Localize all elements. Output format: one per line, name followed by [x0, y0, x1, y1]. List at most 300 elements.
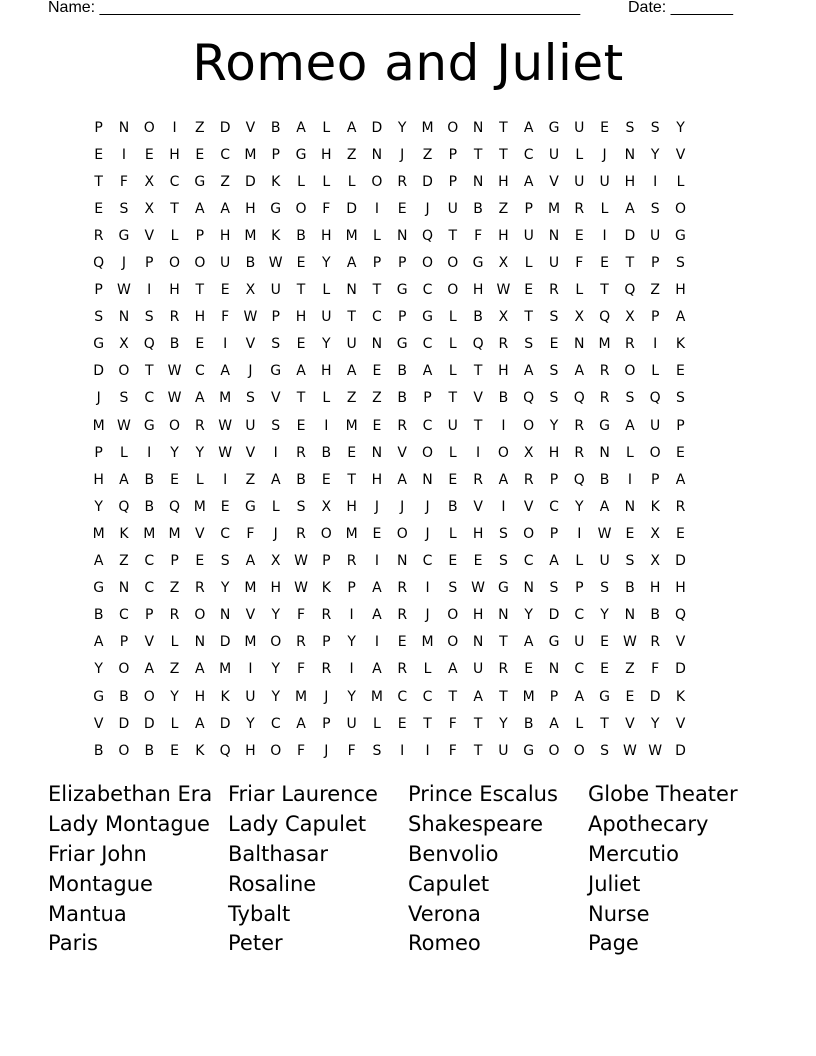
grid-letter[interactable]: L: [322, 119, 331, 136]
grid-letter[interactable]: G: [93, 580, 105, 597]
grid-letter[interactable]: O: [396, 525, 408, 542]
grid-letter[interactable]: S: [650, 200, 660, 217]
grid-letter[interactable]: N: [548, 661, 560, 678]
grid-letter[interactable]: C: [422, 336, 433, 353]
grid-letter[interactable]: I: [501, 498, 506, 515]
grid-letter[interactable]: E: [397, 634, 407, 651]
grid-letter[interactable]: G: [523, 742, 535, 759]
grid-letter[interactable]: C: [270, 715, 281, 732]
grid-letter[interactable]: M: [547, 200, 561, 217]
grid-letter[interactable]: V: [549, 173, 559, 190]
grid-letter[interactable]: H: [245, 200, 256, 217]
grid-letter[interactable]: F: [246, 525, 255, 542]
grid-letter[interactable]: I: [425, 580, 430, 597]
grid-letter[interactable]: P: [448, 146, 458, 163]
grid-letter[interactable]: H: [93, 471, 104, 488]
grid-letter[interactable]: L: [448, 444, 457, 461]
grid-letter[interactable]: T: [170, 200, 179, 217]
grid-letter[interactable]: B: [93, 742, 104, 759]
grid-letter[interactable]: E: [397, 715, 407, 732]
grid-letter[interactable]: S: [119, 390, 129, 407]
grid-letter[interactable]: E: [347, 444, 357, 461]
grid-letter[interactable]: R: [397, 580, 408, 597]
grid-letter[interactable]: S: [119, 200, 129, 217]
grid-letter[interactable]: I: [577, 525, 582, 542]
grid-letter[interactable]: F: [448, 715, 457, 732]
grid-letter[interactable]: H: [371, 471, 383, 488]
grid-letter[interactable]: H: [194, 309, 206, 326]
grid-letter[interactable]: R: [296, 634, 306, 651]
grid-letter[interactable]: N: [472, 119, 484, 136]
grid-letter[interactable]: W: [167, 363, 182, 380]
grid-letter[interactable]: E: [220, 498, 230, 515]
grid-letter[interactable]: H: [270, 580, 281, 597]
grid-letter[interactable]: E: [448, 471, 458, 488]
grid-letter[interactable]: M: [244, 634, 257, 651]
grid-letter[interactable]: T: [499, 146, 508, 163]
grid-letter[interactable]: E: [600, 255, 610, 272]
grid-letter[interactable]: X: [625, 309, 635, 326]
grid-letter[interactable]: M: [421, 119, 434, 136]
grid-letter[interactable]: J: [324, 742, 329, 759]
grid-letter[interactable]: N: [472, 634, 484, 651]
grid-letter[interactable]: C: [422, 282, 433, 299]
grid-letter[interactable]: D: [346, 200, 357, 217]
grid-letter[interactable]: P: [322, 553, 331, 570]
grid-letter[interactable]: Z: [245, 471, 256, 488]
grid-letter[interactable]: A: [549, 553, 559, 570]
grid-letter[interactable]: G: [93, 688, 105, 705]
grid-letter[interactable]: R: [675, 498, 686, 515]
grid-letter[interactable]: E: [676, 525, 685, 542]
grid-letter[interactable]: A: [346, 255, 357, 272]
grid-letter[interactable]: Y: [676, 119, 685, 136]
grid-letter[interactable]: C: [549, 498, 559, 515]
grid-letter[interactable]: X: [498, 255, 509, 272]
grid-letter[interactable]: N: [624, 607, 636, 624]
grid-letter[interactable]: I: [349, 607, 354, 624]
grid-letter[interactable]: L: [448, 309, 457, 326]
grid-letter[interactable]: X: [498, 309, 509, 326]
grid-letter[interactable]: E: [220, 282, 230, 299]
grid-letter[interactable]: I: [400, 742, 405, 759]
grid-letter[interactable]: A: [523, 363, 534, 380]
grid-letter[interactable]: G: [396, 336, 408, 353]
grid-letter[interactable]: N: [118, 309, 130, 326]
grid-letter[interactable]: R: [346, 553, 357, 570]
grid-letter[interactable]: I: [172, 119, 177, 136]
grid-letter[interactable]: R: [574, 444, 585, 461]
grid-letter[interactable]: Y: [271, 688, 280, 705]
grid-letter[interactable]: T: [473, 742, 483, 759]
grid-letter[interactable]: A: [346, 119, 357, 136]
grid-letter[interactable]: S: [271, 417, 281, 434]
grid-letter[interactable]: L: [651, 363, 660, 380]
grid-letter[interactable]: V: [473, 390, 483, 407]
grid-letter[interactable]: H: [675, 282, 686, 299]
grid-letter[interactable]: E: [676, 444, 685, 461]
grid-letter[interactable]: D: [371, 119, 383, 136]
grid-letter[interactable]: R: [397, 173, 408, 190]
grid-letter[interactable]: Z: [169, 580, 180, 597]
grid-letter[interactable]: D: [245, 173, 256, 190]
grid-letter[interactable]: D: [118, 715, 130, 732]
grid-letter[interactable]: B: [144, 498, 155, 515]
grid-letter[interactable]: U: [270, 282, 281, 299]
grid-letter[interactable]: C: [194, 363, 205, 380]
grid-letter[interactable]: E: [296, 255, 306, 272]
grid-letter[interactable]: A: [245, 553, 256, 570]
grid-letter[interactable]: S: [625, 390, 635, 407]
grid-letter[interactable]: U: [498, 742, 509, 759]
grid-letter[interactable]: G: [422, 309, 433, 326]
grid-letter[interactable]: W: [597, 525, 612, 542]
grid-letter[interactable]: M: [143, 525, 156, 542]
grid-letter[interactable]: X: [574, 309, 585, 326]
grid-letter[interactable]: C: [422, 688, 433, 705]
grid-letter[interactable]: Y: [322, 336, 331, 353]
grid-letter[interactable]: P: [195, 227, 205, 244]
grid-letter[interactable]: V: [245, 336, 256, 353]
grid-letter[interactable]: P: [347, 580, 356, 597]
grid-letter[interactable]: Z: [346, 146, 357, 163]
grid-letter[interactable]: Y: [650, 715, 660, 732]
grid-letter[interactable]: A: [296, 119, 306, 136]
grid-letter[interactable]: C: [169, 173, 180, 190]
grid-letter[interactable]: W: [167, 390, 182, 407]
grid-letter[interactable]: O: [447, 255, 459, 272]
grid-letter[interactable]: P: [549, 525, 559, 542]
grid-letter[interactable]: N: [624, 498, 636, 515]
grid-letter[interactable]: H: [321, 146, 332, 163]
grid-letter[interactable]: L: [170, 715, 179, 732]
grid-letter[interactable]: L: [524, 255, 533, 272]
grid-letter[interactable]: N: [498, 607, 509, 624]
grid-letter[interactable]: U: [245, 417, 256, 434]
grid-letter[interactable]: S: [271, 336, 281, 353]
grid-letter[interactable]: V: [195, 525, 205, 542]
grid-letter[interactable]: B: [473, 200, 483, 217]
grid-letter[interactable]: O: [194, 255, 206, 272]
grid-letter[interactable]: Y: [347, 634, 356, 651]
grid-letter[interactable]: K: [650, 498, 660, 515]
grid-letter[interactable]: U: [574, 173, 585, 190]
grid-letter[interactable]: P: [397, 255, 407, 272]
grid-letter[interactable]: Q: [674, 607, 686, 624]
grid-letter[interactable]: F: [296, 661, 306, 678]
grid-letter[interactable]: Y: [499, 715, 508, 732]
grid-letter[interactable]: E: [296, 336, 306, 353]
grid-letter[interactable]: P: [549, 688, 559, 705]
grid-letter[interactable]: A: [93, 553, 104, 570]
grid-letter[interactable]: X: [144, 173, 155, 190]
grid-letter[interactable]: H: [498, 363, 509, 380]
grid-letter[interactable]: N: [599, 444, 610, 461]
grid-letter[interactable]: M: [244, 146, 257, 163]
grid-letter[interactable]: I: [248, 661, 253, 678]
grid-letter[interactable]: L: [373, 227, 381, 244]
grid-letter[interactable]: B: [169, 336, 180, 353]
grid-letter[interactable]: I: [223, 336, 228, 353]
grid-letter[interactable]: W: [622, 742, 637, 759]
grid-letter[interactable]: L: [170, 634, 179, 651]
grid-letter[interactable]: R: [599, 390, 610, 407]
grid-letter[interactable]: R: [599, 363, 610, 380]
grid-letter[interactable]: E: [170, 742, 179, 759]
grid-letter[interactable]: B: [321, 444, 332, 461]
grid-letter[interactable]: A: [195, 715, 205, 732]
grid-letter[interactable]: G: [599, 417, 611, 434]
grid-letter[interactable]: R: [498, 336, 509, 353]
grid-letter[interactable]: A: [296, 363, 306, 380]
grid-letter[interactable]: N: [118, 119, 130, 136]
grid-letter[interactable]: L: [423, 661, 432, 678]
grid-letter[interactable]: O: [320, 525, 332, 542]
grid-letter[interactable]: E: [94, 200, 104, 217]
grid-letter[interactable]: I: [147, 444, 152, 461]
grid-letter[interactable]: L: [373, 715, 381, 732]
grid-letter[interactable]: B: [473, 309, 483, 326]
grid-letter[interactable]: H: [624, 173, 636, 190]
grid-letter[interactable]: P: [575, 580, 584, 597]
grid-letter[interactable]: C: [144, 390, 155, 407]
grid-letter[interactable]: D: [143, 715, 155, 732]
grid-letter[interactable]: T: [499, 688, 508, 705]
grid-letter[interactable]: N: [574, 336, 585, 353]
grid-letter[interactable]: O: [143, 119, 155, 136]
grid-letter[interactable]: C: [523, 553, 534, 570]
grid-letter[interactable]: C: [574, 607, 585, 624]
grid-letter[interactable]: P: [676, 417, 685, 434]
grid-letter[interactable]: S: [549, 390, 559, 407]
grid-letter[interactable]: A: [372, 661, 382, 678]
grid-letter[interactable]: L: [347, 173, 356, 190]
grid-letter[interactable]: V: [144, 227, 155, 244]
grid-letter[interactable]: V: [245, 119, 256, 136]
grid-letter[interactable]: G: [497, 580, 509, 597]
grid-letter[interactable]: C: [397, 688, 408, 705]
grid-letter[interactable]: J: [602, 146, 607, 163]
grid-letter[interactable]: G: [118, 227, 130, 244]
grid-letter[interactable]: E: [600, 119, 610, 136]
grid-letter[interactable]: M: [244, 580, 257, 597]
grid-letter[interactable]: A: [574, 363, 585, 380]
grid-letter[interactable]: M: [370, 688, 383, 705]
grid-letter[interactable]: J: [96, 390, 101, 407]
grid-letter[interactable]: A: [675, 471, 686, 488]
grid-letter[interactable]: R: [169, 309, 180, 326]
grid-letter[interactable]: E: [524, 661, 534, 678]
grid-letter[interactable]: V: [245, 444, 256, 461]
grid-letter[interactable]: D: [219, 715, 231, 732]
grid-letter[interactable]: A: [195, 390, 205, 407]
grid-letter[interactable]: Y: [600, 607, 609, 624]
grid-letter[interactable]: N: [371, 336, 383, 353]
grid-letter[interactable]: Y: [549, 417, 559, 434]
grid-letter[interactable]: O: [447, 607, 459, 624]
grid-letter[interactable]: A: [498, 471, 509, 488]
grid-letter[interactable]: S: [372, 742, 382, 759]
grid-letter[interactable]: A: [523, 173, 534, 190]
grid-letter[interactable]: Y: [271, 607, 280, 624]
grid-letter[interactable]: R: [549, 282, 559, 299]
grid-letter[interactable]: T: [347, 471, 356, 488]
grid-letter[interactable]: L: [575, 146, 584, 163]
grid-letter[interactable]: N: [346, 282, 357, 299]
grid-letter[interactable]: V: [144, 634, 155, 651]
grid-letter[interactable]: A: [220, 363, 230, 380]
grid-letter[interactable]: H: [498, 173, 509, 190]
grid-letter[interactable]: T: [296, 282, 306, 299]
grid-letter[interactable]: W: [243, 309, 258, 326]
grid-letter[interactable]: N: [194, 634, 206, 651]
grid-letter[interactable]: K: [220, 688, 230, 705]
grid-letter[interactable]: B: [270, 119, 281, 136]
grid-letter[interactable]: Q: [421, 227, 434, 244]
grid-letter[interactable]: O: [548, 742, 560, 759]
grid-letter[interactable]: V: [245, 607, 256, 624]
grid-letter[interactable]: R: [574, 200, 585, 217]
grid-letter[interactable]: Z: [498, 200, 509, 217]
grid-letter[interactable]: I: [374, 553, 379, 570]
grid-letter[interactable]: L: [575, 715, 584, 732]
grid-letter[interactable]: X: [245, 282, 256, 299]
grid-letter[interactable]: X: [321, 498, 332, 515]
grid-letter[interactable]: Z: [169, 661, 180, 678]
grid-letter[interactable]: C: [144, 580, 155, 597]
grid-letter[interactable]: F: [575, 255, 584, 272]
grid-letter[interactable]: K: [321, 580, 331, 597]
grid-letter[interactable]: X: [523, 444, 534, 461]
grid-letter[interactable]: Y: [397, 119, 407, 136]
grid-letter[interactable]: I: [374, 634, 379, 651]
grid-letter[interactable]: K: [271, 227, 281, 244]
grid-letter[interactable]: M: [219, 661, 232, 678]
grid-letter[interactable]: T: [195, 282, 205, 299]
grid-letter[interactable]: O: [169, 417, 181, 434]
grid-letter[interactable]: P: [94, 444, 103, 461]
grid-letter[interactable]: L: [297, 173, 305, 190]
grid-letter[interactable]: O: [674, 200, 686, 217]
grid-letter[interactable]: N: [396, 553, 408, 570]
grid-letter[interactable]: M: [294, 688, 308, 705]
grid-letter[interactable]: Q: [649, 390, 661, 407]
grid-letter[interactable]: O: [649, 444, 661, 461]
grid-letter[interactable]: M: [345, 525, 358, 542]
grid-letter[interactable]: U: [548, 146, 560, 163]
grid-letter[interactable]: N: [472, 173, 484, 190]
grid-letter[interactable]: M: [421, 634, 434, 651]
grid-letter[interactable]: A: [625, 200, 635, 217]
grid-letter[interactable]: W: [496, 282, 511, 299]
grid-letter[interactable]: A: [346, 363, 357, 380]
grid-letter[interactable]: O: [447, 634, 459, 651]
grid-letter[interactable]: V: [93, 715, 104, 732]
grid-letter[interactable]: E: [170, 471, 179, 488]
grid-letter[interactable]: J: [324, 688, 329, 705]
grid-letter[interactable]: P: [145, 607, 154, 624]
grid-letter[interactable]: E: [600, 661, 610, 678]
grid-letter[interactable]: P: [271, 146, 280, 163]
grid-letter[interactable]: E: [397, 200, 407, 217]
grid-letter[interactable]: K: [675, 336, 686, 353]
grid-letter[interactable]: S: [549, 580, 559, 597]
grid-letter[interactable]: P: [397, 309, 407, 326]
grid-letter[interactable]: Z: [625, 661, 635, 678]
grid-letter[interactable]: S: [625, 119, 635, 136]
grid-letter[interactable]: F: [474, 227, 483, 244]
grid-letter[interactable]: T: [448, 227, 458, 244]
grid-letter[interactable]: U: [574, 634, 585, 651]
grid-letter[interactable]: V: [675, 146, 686, 163]
grid-letter[interactable]: L: [448, 525, 457, 542]
grid-letter[interactable]: L: [195, 471, 204, 488]
grid-letter[interactable]: B: [397, 390, 408, 407]
grid-letter[interactable]: I: [653, 173, 658, 190]
grid-letter[interactable]: P: [650, 471, 660, 488]
grid-letter[interactable]: A: [372, 580, 382, 597]
grid-letter[interactable]: B: [448, 498, 458, 515]
grid-letter[interactable]: L: [600, 200, 609, 217]
grid-letter[interactable]: P: [372, 255, 382, 272]
grid-letter[interactable]: T: [448, 688, 458, 705]
grid-letter[interactable]: A: [473, 688, 483, 705]
grid-letter[interactable]: L: [448, 336, 457, 353]
grid-letter[interactable]: D: [93, 363, 105, 380]
grid-letter[interactable]: H: [548, 444, 560, 461]
grid-letter[interactable]: M: [598, 336, 611, 353]
grid-letter[interactable]: I: [273, 444, 278, 461]
grid-letter[interactable]: A: [523, 119, 534, 136]
grid-letter[interactable]: A: [448, 661, 458, 678]
grid-letter[interactable]: H: [649, 580, 661, 597]
grid-letter[interactable]: G: [548, 119, 560, 136]
grid-letter[interactable]: H: [295, 309, 307, 326]
grid-letter[interactable]: H: [498, 227, 509, 244]
grid-letter[interactable]: D: [219, 119, 231, 136]
grid-letter[interactable]: A: [195, 661, 205, 678]
grid-letter[interactable]: O: [421, 444, 434, 461]
grid-letter[interactable]: B: [144, 742, 155, 759]
grid-letter[interactable]: R: [397, 417, 408, 434]
grid-letter[interactable]: O: [118, 742, 130, 759]
grid-letter[interactable]: B: [650, 607, 660, 624]
grid-letter[interactable]: P: [94, 119, 103, 136]
grid-letter[interactable]: O: [497, 444, 509, 461]
grid-letter[interactable]: E: [296, 417, 306, 434]
grid-letter[interactable]: H: [169, 282, 180, 299]
grid-letter[interactable]: Q: [219, 742, 231, 759]
grid-letter[interactable]: B: [296, 227, 306, 244]
grid-letter[interactable]: L: [322, 390, 331, 407]
grid-letter[interactable]: V: [523, 498, 534, 515]
grid-letter[interactable]: A: [119, 471, 129, 488]
grid-letter[interactable]: A: [574, 688, 585, 705]
grid-letter[interactable]: I: [602, 227, 607, 244]
grid-letter[interactable]: D: [548, 607, 560, 624]
grid-letter[interactable]: P: [448, 173, 458, 190]
grid-letter[interactable]: E: [473, 553, 483, 570]
grid-letter[interactable]: W: [622, 634, 637, 651]
grid-letter[interactable]: H: [194, 688, 206, 705]
grid-letter[interactable]: S: [676, 255, 685, 272]
grid-letter[interactable]: T: [524, 309, 533, 326]
grid-letter[interactable]: F: [119, 173, 128, 190]
grid-letter[interactable]: O: [523, 525, 535, 542]
grid-letter[interactable]: I: [349, 661, 354, 678]
grid-letter[interactable]: Q: [523, 390, 535, 407]
grid-letter[interactable]: T: [473, 146, 483, 163]
